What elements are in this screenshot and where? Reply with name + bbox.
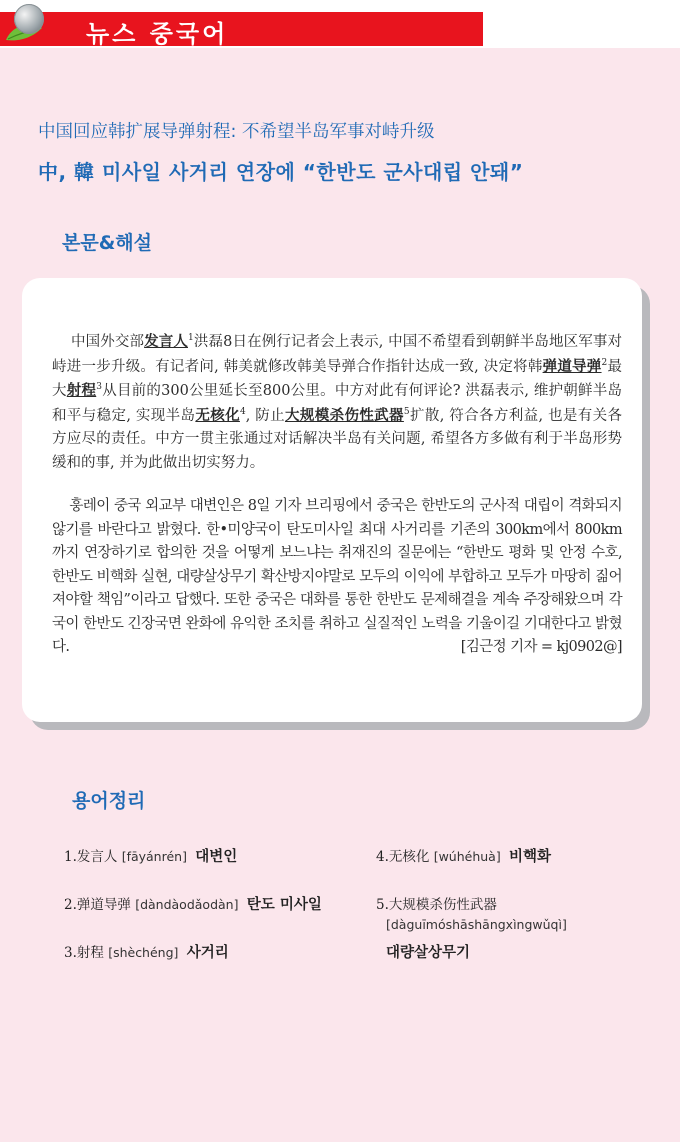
glossary-item-1: 1.发言人 [fāyánrén] 대변인 [64, 849, 238, 865]
glossary-item-3: 3.射程 [shèchéng] 사거리 [64, 945, 229, 961]
section-title-glossary: 용어정리 [72, 790, 146, 812]
footnote-3: 3 [96, 382, 102, 393]
top-bar [0, 0, 680, 48]
header-title: 뉴스 중국어 [86, 20, 229, 48]
cn-text: 最大 [52, 358, 623, 399]
glossary-item-2: 2.弹道导弹 [dàndàodǎodàn] 탄도 미사일 [64, 897, 322, 913]
keyword-denuclearization: 无核化 [195, 406, 240, 424]
globe-icon [14, 4, 44, 34]
header-band [0, 12, 483, 46]
keyword-spokesperson: 发言人 [144, 333, 188, 350]
byline: [김근정 기자 = kj0902@] [460, 639, 622, 655]
footnote-1: 1 [187, 333, 194, 344]
footnote-2: 2 [601, 357, 608, 368]
keyword-wmd: 大规模杀伤性武器 [285, 406, 404, 424]
cn-text: , 防止 [245, 407, 285, 424]
glossary-item-5: 5.大规模杀伤性武器 [376, 897, 497, 913]
kr-text: 훙레이 중국 외교부 대변인은 8일 기자 브리핑에서 중국은 한반도의 군사적 대립이 격화되지 않기를 바란다고 밝혔다. 한•미양국이 탄도미사일 최대 사거리를 기존의 300km에서 800km까지 연장하기로 합의한 것을 어떻게 보느냐는 취재진의 질문에는 “한반도 평화 및 안정 수호, 한반도 비핵화 실현, 대량살상무기 확산방지야말로 모두의 이익에 부합하고 모두가 마땅히 짊어져야할 책임”이라고 답했다. 또한 중국은 대화를 통한 한반도 문제해결을 계속 주장해왔으며 각국이 한반도 긴장국면 완화에 유익한 조치를 취하고 실질적인 노력을 기울이길 기대한다고 밝혔다. [52, 498, 622, 655]
article-korean [52, 495, 622, 660]
keyword-range: 射程 [66, 382, 97, 399]
glossary-item-5-pinyin: [dàguīmóshāshāngxìngwǔqì] [386, 917, 567, 932]
headline-chinese: 中国回应韩扩展导弹射程: 不希望半岛军事对峙升级 [38, 122, 435, 142]
glossary-item-5-korean: 대량살상무기 [386, 945, 471, 961]
cn-text: 从目前的300公里延长至800公里。中方对此有何评论? 洪磊表示, 维护朝鲜半岛和平与稳定, 实现半岛 [52, 383, 623, 424]
cn-text: 洪磊8日在例行记者会上表示, 中国不希望看到朝鲜半岛地区军事对峙进一步升级。有记者问, 韩美就修改韩美导弹合作指针达成一致, 决定将韩 [52, 334, 622, 375]
article-chinese [52, 330, 622, 475]
section-title-body: 본문&해설 [62, 232, 152, 254]
footnote-4: 4 [239, 406, 246, 417]
glossary-item-4: 4.无核化 [wúhéhuà] 비핵화 [376, 849, 552, 865]
keyword-ballistic-missile: 弹道导弹 [542, 357, 602, 375]
cn-text: 扩散, 符合各方利益, 也是有关各方应尽的责任。中方一贯主张通过对话解决半岛有关问题, 希望各方多做有利于半岛形势缓和的事, 并为此做出切实努力。 [52, 407, 623, 471]
footnote-5: 5 [403, 406, 410, 417]
headline-korean: 中, 韓 미사일 사거리 연장에 “한반도 군사대립 안돼” [38, 160, 524, 184]
cn-text: 中国外交部 [70, 334, 145, 350]
